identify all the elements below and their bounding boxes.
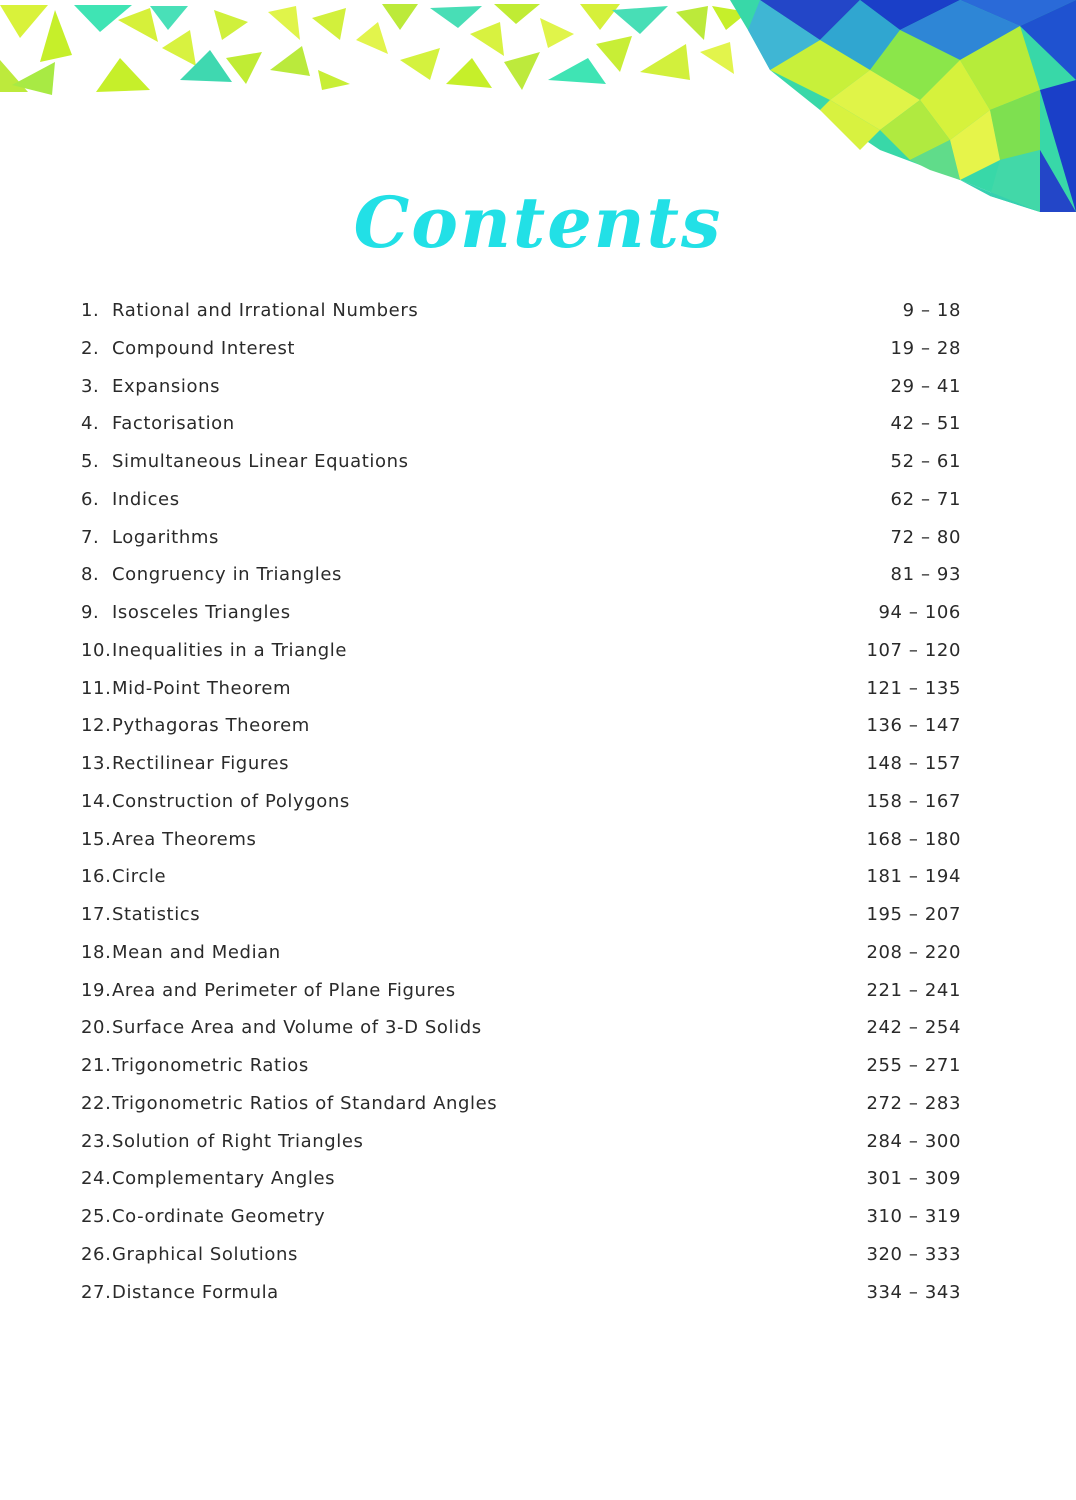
page-range: 221 – 241 [866,979,961,1001]
chapter-number: 18. [81,941,112,963]
mosaic-corner [730,0,1076,212]
chapter-number: 6. [81,488,100,510]
page-range: 148 – 157 [866,753,961,774]
page-range: 29 – 41 [890,375,961,397]
chapter-title: Expansions [112,375,221,397]
chapter-number: 7. [81,526,100,548]
toc-entry [81,632,961,670]
page-range: 301 – 309 [866,1168,961,1190]
chapter-title: Construction of Polygons [112,790,350,812]
chapter-number: 11. [81,677,112,699]
chapter-number: 3. [81,375,100,397]
chapter-number: 27. [81,1281,112,1303]
toc-entry [81,745,961,783]
page-range: 9 – 18 [902,300,961,321]
toc-entry [81,783,961,821]
page-range: 272 – 283 [866,1092,961,1114]
chapter-title: Inequalities in a Triangle [112,639,348,661]
toc-entry [81,1085,961,1123]
chapter-title: Pythagoras Theorem [112,715,310,737]
toc-entry [81,1009,961,1047]
chapter-number: 21. [81,1055,112,1076]
page-range: 181 – 194 [866,866,961,888]
chapter-title: Rational and Irrational Numbers [112,300,419,321]
chapter-title: Co-ordinate Geometry [112,1206,326,1227]
page-range: 168 – 180 [866,828,961,850]
page-range: 19 – 28 [890,337,961,359]
chapter-title: Isosceles Triangles [112,602,291,623]
chapter-title: Statistics [112,904,201,925]
chapter-number: 16. [81,866,112,888]
page-range: 42 – 51 [890,413,961,435]
page-range: 310 – 319 [866,1206,961,1227]
toc-entry [81,972,961,1010]
toc-entry [81,443,961,481]
page-range: 242 – 254 [866,1017,961,1039]
chapter-number: 8. [81,564,100,586]
chapter-title: Congruency in Triangles [112,564,342,586]
chapter-title: Circle [112,866,167,888]
page-range: 72 – 80 [890,526,961,548]
chapter-title: Graphical Solutions [112,1243,298,1265]
chapter-title: Trigonometric Ratios [112,1055,309,1076]
chapter-number: 20. [81,1017,112,1039]
toc-entry [81,519,961,557]
chapter-number: 12. [81,715,112,737]
chapter-number: 9. [81,602,100,623]
chapter-number: 25. [81,1206,112,1227]
chapter-number: 19. [81,979,112,1001]
chapter-number: 13. [81,753,112,774]
toc-entry [81,292,961,330]
toc-entry [81,896,961,934]
chapter-title: Complementary Angles [112,1168,336,1190]
chapter-title: Distance Formula [112,1281,279,1303]
chapter-number: 17. [81,904,112,925]
toc-entry [81,1274,961,1312]
toc-entry [81,670,961,708]
page-range: 195 – 207 [866,904,961,925]
chapter-number: 10. [81,639,112,661]
page-range: 255 – 271 [866,1055,961,1076]
chapter-title: Simultaneous Linear Equations [112,451,409,472]
page-range: 121 – 135 [866,677,961,699]
page-range: 107 – 120 [866,639,961,661]
toc-entry [81,1236,961,1274]
page-range: 52 – 61 [890,451,961,472]
page-range: 94 – 106 [878,602,961,623]
chapter-title: Rectilinear Figures [112,753,290,774]
toc-entry [81,1123,961,1161]
page-range: 158 – 167 [866,790,961,812]
chapter-title: Logarithms [112,526,219,548]
toc-entry [81,330,961,368]
chapter-number: 26. [81,1243,112,1265]
toc-entry [81,1160,961,1198]
chapter-title: Mid-Point Theorem [112,677,292,699]
chapter-title: Mean and Median [112,941,281,963]
chapter-title: Area and Perimeter of Plane Figures [112,979,456,1001]
chapter-title: Solution of Right Triangles [112,1130,364,1152]
toc-entry [81,934,961,972]
page-range: 320 – 333 [866,1243,961,1265]
page-range: 208 – 220 [866,941,961,963]
chapter-title: Surface Area and Volume of 3-D Solids [112,1017,482,1039]
page-range: 136 – 147 [866,715,961,737]
toc-entry [81,368,961,406]
page-range: 284 – 300 [866,1130,961,1152]
toc-entry [81,481,961,519]
toc-entry [81,821,961,859]
chapter-number: 24. [81,1168,112,1190]
chapter-title: Trigonometric Ratios of Standard Angles [112,1092,498,1114]
toc-entry [81,556,961,594]
chapter-number: 22. [81,1092,112,1114]
toc-entry [81,1198,961,1236]
toc-entry [81,594,961,632]
chapter-number: 2. [81,337,100,359]
chapter-title: Indices [112,488,180,510]
chapter-number: 14. [81,790,112,812]
chapter-title: Compound Interest [112,337,296,359]
page-range: 62 – 71 [890,488,961,510]
chapter-number: 15. [81,828,112,850]
chapter-number: 4. [81,413,100,435]
toc-entry [81,1047,961,1085]
table-of-contents [81,292,961,1311]
scattered-triangles [0,4,748,95]
toc-entry [81,858,961,896]
chapter-number: 1. [81,300,100,321]
toc-entry [81,405,961,443]
chapter-title: Area Theorems [112,828,257,850]
chapter-number: 23. [81,1130,112,1152]
page-title: Contents [353,181,723,264]
page-range: 81 – 93 [890,564,961,586]
page-range: 334 – 343 [866,1281,961,1303]
chapter-title: Factorisation [112,413,235,435]
toc-entry [81,707,961,745]
chapter-number: 5. [81,451,100,472]
